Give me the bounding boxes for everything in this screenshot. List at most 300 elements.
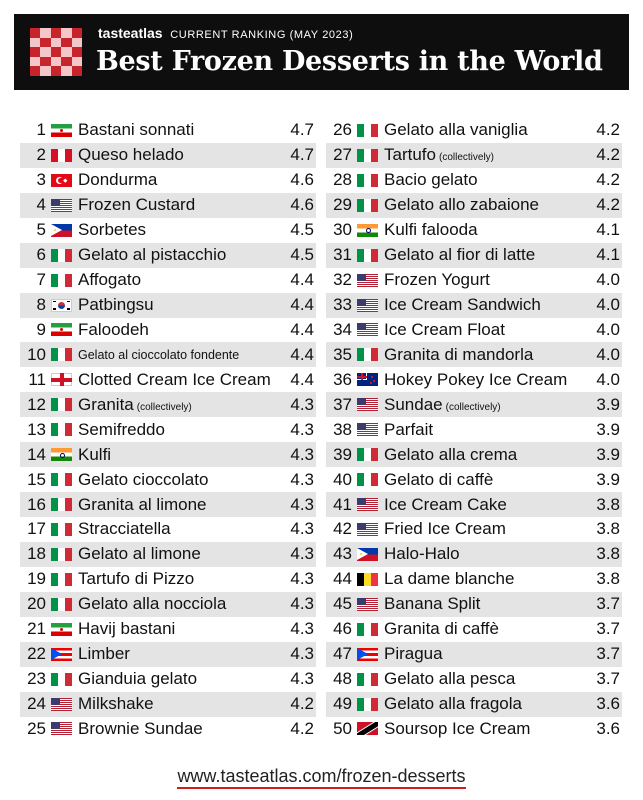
ranking-row xyxy=(326,567,622,592)
dessert-name-text: Tartufo di Pizzo xyxy=(78,569,195,589)
rating-value: 3.9 xyxy=(596,469,620,489)
rating-value: 4.2 xyxy=(596,120,620,140)
trinidad-flag-icon xyxy=(357,722,378,735)
italy-flag-icon xyxy=(51,423,72,436)
dessert-name xyxy=(384,495,586,515)
dessert-name xyxy=(78,195,280,215)
dessert-name-text: Limber xyxy=(78,644,130,664)
dessert-name-text: Semifreddo xyxy=(78,419,165,439)
dessert-name-text: Kulfi falooda xyxy=(384,220,478,240)
dessert-name xyxy=(384,544,586,564)
dessert-name xyxy=(384,519,586,539)
ranking-row xyxy=(20,542,316,567)
dessert-name-text: Faloodeh xyxy=(78,319,149,339)
dessert-name-text: Granita di caffè xyxy=(384,619,499,639)
rating-value: 4.0 xyxy=(596,270,620,290)
dessert-name-text: Stracciatella xyxy=(78,519,171,539)
rating-value: 4.7 xyxy=(290,120,314,140)
italy-flag-icon xyxy=(357,348,378,361)
ranking-row xyxy=(326,592,622,617)
rank-number: 9 xyxy=(36,319,46,339)
dessert-note: (collectively) xyxy=(438,152,494,164)
rating-value: 3.7 xyxy=(596,594,620,614)
ranking-row xyxy=(326,143,622,168)
rating-value: 4.3 xyxy=(290,544,314,564)
usa-flag-icon xyxy=(357,323,378,336)
italy-flag-icon xyxy=(357,698,378,711)
dessert-name xyxy=(78,619,280,639)
rank-number: 40 xyxy=(333,469,352,489)
rating-value: 4.6 xyxy=(290,170,314,190)
italy-flag-icon xyxy=(51,249,72,262)
dessert-name xyxy=(78,644,280,664)
rating-value: 3.6 xyxy=(596,694,620,714)
dessert-name-text: Gelato al pistacchio xyxy=(78,245,227,265)
dessert-name xyxy=(78,245,280,265)
dessert-name-text: Gelato alla nocciola xyxy=(78,594,227,614)
ranking-row xyxy=(20,692,316,717)
dessert-name xyxy=(78,295,280,315)
rating-value: 4.2 xyxy=(596,170,620,190)
rank-number: 30 xyxy=(333,220,352,240)
ranking-row xyxy=(20,392,316,417)
dessert-name-text: Brownie Sundae xyxy=(78,718,203,738)
rank-number: 2 xyxy=(36,145,46,165)
rank-number: 44 xyxy=(333,569,352,589)
rating-value: 4.5 xyxy=(290,220,314,240)
usa-flag-icon xyxy=(357,274,378,287)
rating-value: 4.3 xyxy=(290,394,314,414)
dessert-name xyxy=(384,694,586,714)
rank-number: 13 xyxy=(27,419,46,439)
rating-value: 4.4 xyxy=(290,344,314,364)
ranking-row xyxy=(20,168,316,193)
rank-number: 19 xyxy=(27,569,46,589)
ranking-row xyxy=(20,592,316,617)
rating-value: 3.9 xyxy=(596,394,620,414)
dessert-name-text: Gelato alla pesca xyxy=(384,669,516,689)
ranking-row xyxy=(20,243,316,268)
italy-flag-icon xyxy=(51,473,72,486)
italy-flag-icon xyxy=(51,398,72,411)
rank-number: 47 xyxy=(333,644,352,664)
dessert-name-text: Bastani sonnati xyxy=(78,120,195,140)
header-banner xyxy=(14,14,629,90)
rank-number: 46 xyxy=(333,619,352,639)
rank-number: 21 xyxy=(27,619,46,639)
dessert-name-text: Halo-Halo xyxy=(384,544,460,564)
rating-value: 4.3 xyxy=(290,519,314,539)
ranking-row xyxy=(20,193,316,218)
rank-number: 28 xyxy=(333,170,352,190)
rank-number: 25 xyxy=(27,718,46,738)
philippines-flag-icon xyxy=(51,224,72,237)
ranking-row xyxy=(326,268,622,293)
rank-number: 32 xyxy=(333,270,352,290)
rating-value: 3.9 xyxy=(596,419,620,439)
ranking-row xyxy=(326,392,622,417)
rank-number: 4 xyxy=(36,195,46,215)
rank-number: 12 xyxy=(27,394,46,414)
rank-number: 37 xyxy=(333,394,352,414)
rank-number: 18 xyxy=(27,544,46,564)
ranking-row xyxy=(20,492,316,517)
rank-number: 45 xyxy=(333,594,352,614)
rank-number: 43 xyxy=(333,544,352,564)
rating-value: 4.0 xyxy=(596,369,620,389)
usa-flag-icon xyxy=(51,698,72,711)
italy-flag-icon xyxy=(51,523,72,536)
dessert-name-text: Ice Cream Sandwich xyxy=(384,295,541,315)
dessert-name xyxy=(384,395,586,415)
dessert-name-text: Gelato alla fragola xyxy=(384,694,522,714)
rank-number: 49 xyxy=(333,694,352,714)
rank-number: 10 xyxy=(27,344,46,364)
dessert-name xyxy=(384,669,586,689)
usa-flag-icon xyxy=(357,523,378,536)
dessert-name-text: Gelato alla vaniglia xyxy=(384,120,528,140)
rank-number: 7 xyxy=(36,270,46,290)
dessert-note: (collectively) xyxy=(136,401,192,413)
dessert-name-text: Bacio gelato xyxy=(384,170,478,190)
dessert-name xyxy=(78,594,280,614)
usa-flag-icon xyxy=(357,423,378,436)
ranking-row xyxy=(326,118,622,143)
rank-number: 1 xyxy=(36,120,46,140)
rank-number: 11 xyxy=(28,369,46,389)
italy-flag-icon xyxy=(51,348,72,361)
dessert-name xyxy=(78,445,280,465)
ranking-row xyxy=(326,542,622,567)
ranking-row xyxy=(20,642,316,667)
dessert-name xyxy=(78,120,280,140)
rank-number: 6 xyxy=(36,245,46,265)
dessert-note: (collectively) xyxy=(445,401,501,413)
usa-flag-icon xyxy=(357,398,378,411)
ranking-row xyxy=(326,517,622,542)
usa-flag-icon xyxy=(51,199,72,212)
brand-name: tasteatlas xyxy=(98,25,163,41)
italy-flag-icon xyxy=(357,199,378,212)
dessert-name xyxy=(78,395,280,415)
turkey-flag-icon xyxy=(51,174,72,187)
dessert-name xyxy=(384,245,586,265)
dessert-name xyxy=(78,495,280,515)
usa-flag-icon xyxy=(357,498,378,511)
dessert-name xyxy=(384,145,586,165)
rank-number: 41 xyxy=(333,494,352,514)
dessert-name xyxy=(384,619,586,639)
ranking-row xyxy=(20,218,316,243)
india-flag-icon xyxy=(51,448,72,461)
dessert-name xyxy=(78,348,280,362)
dessert-name-text: Gelato allo zabaione xyxy=(384,195,540,215)
ranking-row xyxy=(326,218,622,243)
dessert-name xyxy=(78,320,280,340)
rating-value: 4.3 xyxy=(290,444,314,464)
ranking-row xyxy=(20,318,316,343)
rank-number: 50 xyxy=(333,718,352,738)
rating-value: 4.2 xyxy=(290,694,314,714)
iran-flag-icon xyxy=(51,623,72,636)
dessert-name-text: Gelato cioccolato xyxy=(78,469,209,489)
iran-flag-icon xyxy=(51,323,72,336)
dessert-name xyxy=(384,295,586,315)
dessert-name xyxy=(384,719,586,739)
dessert-name-text: Sorbetes xyxy=(78,220,147,240)
rating-value: 4.3 xyxy=(290,469,314,489)
dessert-name xyxy=(78,370,280,390)
tasteatlas-logo xyxy=(30,28,82,76)
dessert-name xyxy=(384,270,586,290)
dessert-name-text: Gelato al fior di latte xyxy=(384,245,536,265)
dessert-name xyxy=(384,220,586,240)
dessert-name-text: Banana Split xyxy=(384,594,481,614)
rating-value: 4.4 xyxy=(290,295,314,315)
dessert-name-text: Gianduia gelato xyxy=(78,669,198,689)
rating-value: 3.7 xyxy=(596,619,620,639)
usa-flag-icon xyxy=(51,722,72,735)
dessert-name-text: Gelato di caffè xyxy=(384,469,494,489)
dessert-name xyxy=(384,445,586,465)
rank-number: 36 xyxy=(333,369,352,389)
dessert-name-text: Granita al limone xyxy=(78,494,207,514)
dessert-name-text: Milkshake xyxy=(78,694,154,714)
dessert-name xyxy=(78,544,280,564)
rating-value: 4.3 xyxy=(290,594,314,614)
dessert-name-text: Kulfi xyxy=(78,444,112,464)
rank-number: 15 xyxy=(27,469,46,489)
ranking-row xyxy=(20,143,316,168)
ranking-subtitle: CURRENT RANKING (MAY 2023) xyxy=(170,29,354,41)
ranking-row xyxy=(326,442,622,467)
dessert-name xyxy=(78,719,280,739)
dessert-name-text: Hokey Pokey Ice Cream xyxy=(384,369,568,389)
rank-number: 38 xyxy=(333,419,352,439)
rank-number: 34 xyxy=(333,319,352,339)
rating-value: 4.1 xyxy=(596,220,620,240)
rank-number: 39 xyxy=(333,444,352,464)
newzealand-flag-icon xyxy=(357,373,378,386)
rank-number: 35 xyxy=(333,344,352,364)
dessert-name xyxy=(384,170,586,190)
italy-flag-icon xyxy=(51,548,72,561)
rating-value: 4.3 xyxy=(290,669,314,689)
dessert-name-text: Ice Cream Float xyxy=(384,319,505,339)
italy-flag-icon xyxy=(51,573,72,586)
rank-number: 20 xyxy=(27,594,46,614)
rating-value: 3.7 xyxy=(596,669,620,689)
iran-flag-icon xyxy=(51,124,72,137)
rank-number: 29 xyxy=(333,195,352,215)
philippines-flag-icon xyxy=(357,548,378,561)
dessert-name-text: Havij bastani xyxy=(78,619,176,639)
ranking-row xyxy=(20,667,316,692)
ranking-row xyxy=(20,118,316,143)
korea-flag-icon xyxy=(51,299,72,312)
dessert-name-text: Frozen Yogurt xyxy=(384,270,490,290)
source-link[interactable]: www.tasteatlas.com/frozen-desserts xyxy=(177,766,465,789)
rating-value: 4.4 xyxy=(290,369,314,389)
dessert-name xyxy=(384,420,586,440)
dessert-name-text: La dame blanche xyxy=(384,569,515,589)
usa-flag-icon xyxy=(357,598,378,611)
rating-value: 4.0 xyxy=(596,344,620,364)
italy-flag-icon xyxy=(357,149,378,162)
england-flag-icon xyxy=(51,373,72,386)
ranking-row xyxy=(20,342,316,367)
rank-number: 16 xyxy=(27,494,46,514)
dessert-name-text: Piragua xyxy=(384,644,443,664)
ranking-column-left xyxy=(20,118,316,741)
italy-flag-icon xyxy=(51,274,72,287)
ranking-row xyxy=(326,342,622,367)
dessert-name xyxy=(384,594,586,614)
dessert-name xyxy=(78,270,280,290)
rating-value: 4.3 xyxy=(290,419,314,439)
dessert-name-text: Fried Ice Cream xyxy=(384,519,506,539)
dessert-name-text: Gelato al limone xyxy=(78,544,201,564)
rank-number: 33 xyxy=(333,295,352,315)
dessert-name xyxy=(384,569,586,589)
dessert-name xyxy=(384,120,586,140)
rating-value: 4.4 xyxy=(290,270,314,290)
rating-value: 4.3 xyxy=(290,494,314,514)
ranking-row xyxy=(326,667,622,692)
rank-number: 14 xyxy=(27,444,46,464)
dessert-name xyxy=(384,195,586,215)
dessert-name-text: Frozen Custard xyxy=(78,195,196,215)
ranking-label xyxy=(98,25,353,41)
rank-number: 17 xyxy=(27,519,46,539)
rank-number: 26 xyxy=(333,120,352,140)
dessert-name xyxy=(78,519,280,539)
ranking-row xyxy=(20,567,316,592)
usa-flag-icon xyxy=(357,299,378,312)
ranking-row xyxy=(326,617,622,642)
dessert-name xyxy=(78,669,280,689)
rank-number: 27 xyxy=(333,145,352,165)
italy-flag-icon xyxy=(51,498,72,511)
rank-number: 23 xyxy=(27,669,46,689)
dessert-name-text: Granita xyxy=(78,394,134,414)
ranking-row xyxy=(326,293,622,318)
rating-value: 3.8 xyxy=(596,494,620,514)
belgium-flag-icon xyxy=(357,573,378,586)
ranking-column-right xyxy=(326,118,622,741)
peru-flag-icon xyxy=(51,149,72,162)
rating-value: 4.0 xyxy=(596,319,620,339)
rating-value: 3.6 xyxy=(596,718,620,738)
rating-value: 4.6 xyxy=(290,195,314,215)
dessert-name-text: Clotted Cream Ice Cream xyxy=(78,369,271,389)
ranking-row xyxy=(20,717,316,742)
dessert-name xyxy=(78,420,280,440)
dessert-name xyxy=(78,220,280,240)
rank-number: 22 xyxy=(27,644,46,664)
italy-flag-icon xyxy=(357,623,378,636)
ranking-row xyxy=(326,243,622,268)
dessert-name-text: Parfait xyxy=(384,419,434,439)
italy-flag-icon xyxy=(51,673,72,686)
ranking-row xyxy=(20,367,316,392)
dessert-name xyxy=(384,470,586,490)
ranking-row xyxy=(326,717,622,742)
rating-value: 3.7 xyxy=(596,644,620,664)
rank-number: 31 xyxy=(333,245,352,265)
dessert-name xyxy=(384,320,586,340)
ranking-row xyxy=(20,293,316,318)
ranking-row xyxy=(20,517,316,542)
dessert-name xyxy=(78,569,280,589)
ranking-row xyxy=(326,318,622,343)
rating-value: 4.7 xyxy=(290,145,314,165)
dessert-name-text: Granita di mandorla xyxy=(384,344,534,364)
dessert-name-text: Patbingsu xyxy=(78,295,154,315)
rank-number: 42 xyxy=(333,519,352,539)
rank-number: 3 xyxy=(36,170,46,190)
dessert-name-text: Dondurma xyxy=(78,170,158,190)
ranking-row xyxy=(20,268,316,293)
footer xyxy=(0,766,643,787)
italy-flag-icon xyxy=(51,598,72,611)
rating-value: 4.5 xyxy=(290,245,314,265)
italy-flag-icon xyxy=(357,249,378,262)
rating-value: 3.8 xyxy=(596,569,620,589)
dessert-name-text: Sundae xyxy=(384,394,443,414)
rating-value: 4.2 xyxy=(596,195,620,215)
dessert-name-text: Tartufo xyxy=(384,145,436,165)
italy-flag-icon xyxy=(357,124,378,137)
rating-value: 4.3 xyxy=(290,619,314,639)
rating-value: 4.4 xyxy=(290,319,314,339)
dessert-name-text: Gelato al cioccolato fondente xyxy=(78,347,240,362)
rating-value: 4.2 xyxy=(596,145,620,165)
rating-value: 4.2 xyxy=(290,718,314,738)
dessert-name xyxy=(78,694,280,714)
dessert-name-text: Gelato alla crema xyxy=(384,444,518,464)
ranking-row xyxy=(326,193,622,218)
ranking-row xyxy=(326,168,622,193)
rating-value: 4.0 xyxy=(596,295,620,315)
dessert-name xyxy=(384,370,586,390)
rank-number: 8 xyxy=(36,295,46,315)
rating-value: 3.8 xyxy=(596,519,620,539)
puertorico-flag-icon xyxy=(357,648,378,661)
italy-flag-icon xyxy=(357,673,378,686)
dessert-name xyxy=(78,470,280,490)
dessert-name xyxy=(384,644,586,664)
dessert-name-text: Soursop Ice Cream xyxy=(384,718,531,738)
page-title: Best Frozen Desserts in the World xyxy=(96,46,603,77)
italy-flag-icon xyxy=(357,174,378,187)
ranking-row xyxy=(20,417,316,442)
rating-value: 4.3 xyxy=(290,569,314,589)
ranking-row xyxy=(20,617,316,642)
rank-number: 24 xyxy=(27,694,46,714)
dessert-name xyxy=(384,345,586,365)
dessert-name-text: Affogato xyxy=(78,270,142,290)
rating-value: 3.8 xyxy=(596,544,620,564)
ranking-row xyxy=(326,467,622,492)
dessert-name xyxy=(78,170,280,190)
ranking-row xyxy=(326,692,622,717)
rank-number: 5 xyxy=(36,220,46,240)
ranking-row xyxy=(326,492,622,517)
rank-number: 48 xyxy=(333,669,352,689)
ranking-row xyxy=(326,367,622,392)
rating-value: 4.1 xyxy=(596,245,620,265)
